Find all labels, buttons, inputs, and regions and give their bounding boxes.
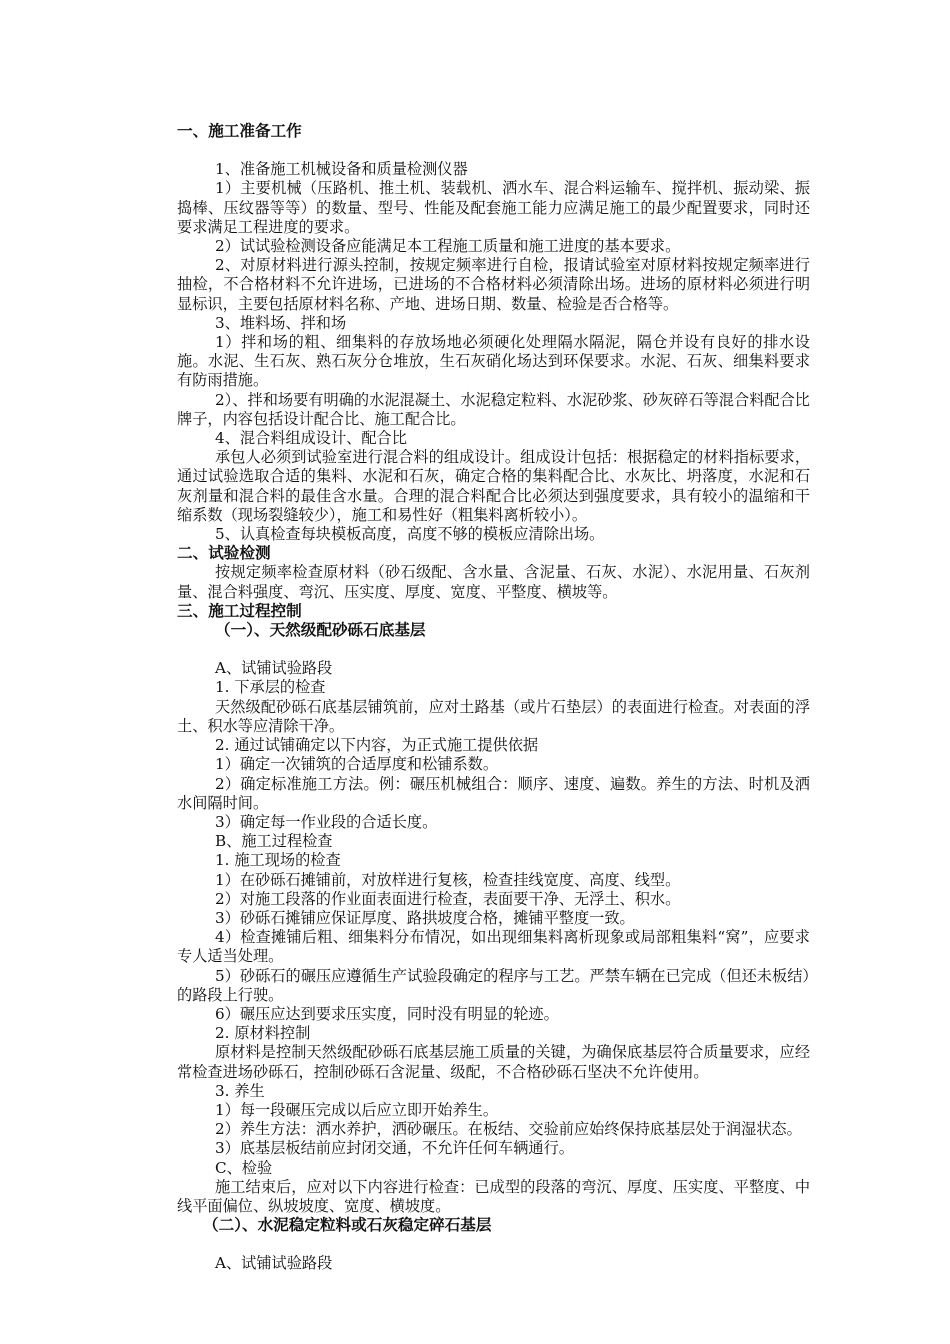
section-heading: 二、试验检测: [177, 544, 271, 563]
paragraph: 1）主要机械（压路机、推土机、装载机、洒水车、混合料运输车、搅拌机、振动梁、振捣棒、压纹器等等）的数量、型号、性能及配套施工能力应满足施工的最少配置要求，同时还要求满足工程进度的要求。: [177, 179, 810, 236]
paragraph: B、施工过程检查: [215, 832, 333, 851]
paragraph: 3）底基层板结前应封闭交通，不允许任何车辆通行。: [215, 1139, 574, 1158]
paragraph: 2）确定标准施工方法。例：碾压机械组合：顺序、速度、遍数。养生的方法、时机及洒水间隔时间。: [177, 774, 810, 812]
paragraph: 3）砂砾石摊铺应保证厚度、路拱坡度合格，摊铺平整度一致。: [215, 908, 635, 927]
paragraph: 3、堆料场、拌和场: [215, 313, 347, 332]
paragraph: 1）每一段碾压完成以后应立即开始养生。: [215, 1100, 499, 1119]
paragraph: 承包人必须到试验室进行混合料的组成设计。组成设计包括：根据稳定的材料指标要求，通过试验选取合适的集料、水泥和石灰，确定合格的集料配合比、水灰比、坍落度，水泥和石灰剂量和混合料的最佳含水量。合理的混合料配合比必须达到强度要求，具有较小的温缩和干缩系数（现场裂缝较少），施工和易性好（粗集料离析较小）。: [177, 448, 810, 524]
paragraph: 原材料是控制天然级配砂砾石底基层施工质量的关键，为确保底基层符合质量要求，应经常检查进场砂砾石，控制砂砾石含泥量、级配，不合格砂砾石坚决不允许使用。: [177, 1043, 810, 1081]
paragraph: 2）、拌和场要有明确的水泥混凝土、水泥稳定粒料、水泥砂浆、砂灰碎石等混合料配合比牌子，内容包括设计配合比、施工配合比。: [177, 390, 810, 428]
spacer: [177, 640, 810, 659]
paragraph: 按规定频率检查原材料（砂石级配、含水量、含泥量、石灰、水泥）、水泥用量、石灰剂量、混合料强度、弯沉、压实度、厚度、宽度、平整度、横坡等。: [177, 563, 810, 601]
paragraph: A、试铺试验路段: [215, 659, 333, 678]
subsection-heading: （一）、天然级配砂砾石底基层: [215, 621, 426, 640]
paragraph: 2）试试验检测设备应能满足本工程施工质量和施工进度的基本要求。: [215, 237, 681, 256]
paragraph: 施工结束后，应对以下内容进行检查：已成型的段落的弯沉、厚度、压实度、平整度、中线平面偏位、纵坡坡度、宽度、横坡度。: [177, 1177, 810, 1215]
paragraph: 1. 施工现场的检查: [215, 851, 341, 870]
paragraph: 4、混合料组成设计、配合比: [215, 429, 407, 448]
paragraph: A、试铺试验路段: [215, 1254, 333, 1273]
paragraph: 2、对原材料进行源头控制，按规定频率进行自检，报请试验室对原材料按规定频率进行抽检，不合格材料不允许进场，已进场的不合格材料必须清除出场。进场的原材料必须进行明显标识，主要包括原材料名称、产地、进场日期、数量、检验是否合格等。: [177, 256, 810, 313]
paragraph: 2）养生方法：洒水养护，洒砂碾压。在板结、交验前应始终保持底基层处于润湿状态。: [215, 1120, 802, 1139]
paragraph: 1）拌和场的粗、细集料的存放场地必须硬化处理隔水隔泥，隔仓并设有良好的排水设施。水泥、生石灰、熟石灰分仓堆放，生石灰硝化场达到环保要求。水泥、石灰、细集料要求有防雨措施。: [177, 333, 810, 390]
paragraph: 2）对施工段落的作业面表面进行检查，表面要干净、无浮土、积水。: [215, 889, 681, 908]
paragraph: 6）碾压应达到要求压实度，同时没有明显的轮迹。: [215, 1004, 559, 1023]
paragraph: 1、准备施工机械设备和质量检测仪器: [215, 160, 468, 179]
document-body: [177, 122, 810, 1274]
paragraph: C、检验: [215, 1158, 273, 1177]
spacer: [177, 1235, 810, 1254]
paragraph: 3）确定每一作业段的合适长度。: [215, 812, 438, 831]
paragraph: 1）在砂砾石摊铺前，对放样进行复核，检查挂线宽度、高度、线型。: [215, 870, 681, 889]
paragraph: 天然级配砂砾石底基层铺筑前，应对土路基（或片石垫层）的表面进行检查。对表面的浮土、积水等应清除干净。: [177, 697, 810, 735]
paragraph: 5）砂砾石的碾压应遵循生产试验段确定的程序与工艺。严禁车辆在已完成（但还未板结）的路段上行驶。: [177, 966, 810, 1004]
subsection-heading: （二）、水泥稳定粒料或石灰稳定碎石基层: [203, 1216, 492, 1235]
paragraph: 2. 原材料控制: [215, 1024, 311, 1043]
section-heading: 三、施工过程控制: [177, 601, 302, 620]
paragraph: 3. 养生: [215, 1081, 265, 1100]
paragraph: 1）确定一次铺筑的合适厚度和松铺系数。: [215, 755, 499, 774]
paragraph: 2. 通过试铺确定以下内容，为正式施工提供依据: [215, 736, 539, 755]
paragraph: 5、认真检查每块模板高度，高度不够的模板应清除出场。: [215, 525, 605, 544]
section-heading: 一、施工准备工作: [177, 122, 302, 140]
paragraph: 4）检查摊铺后粗、细集料分布情况，如出现细集料离析现象或局部粗集料“窝”，应要求专人适当处理。: [177, 928, 810, 966]
paragraph: 1. 下承层的检查: [215, 678, 326, 697]
spacer: [177, 141, 810, 160]
